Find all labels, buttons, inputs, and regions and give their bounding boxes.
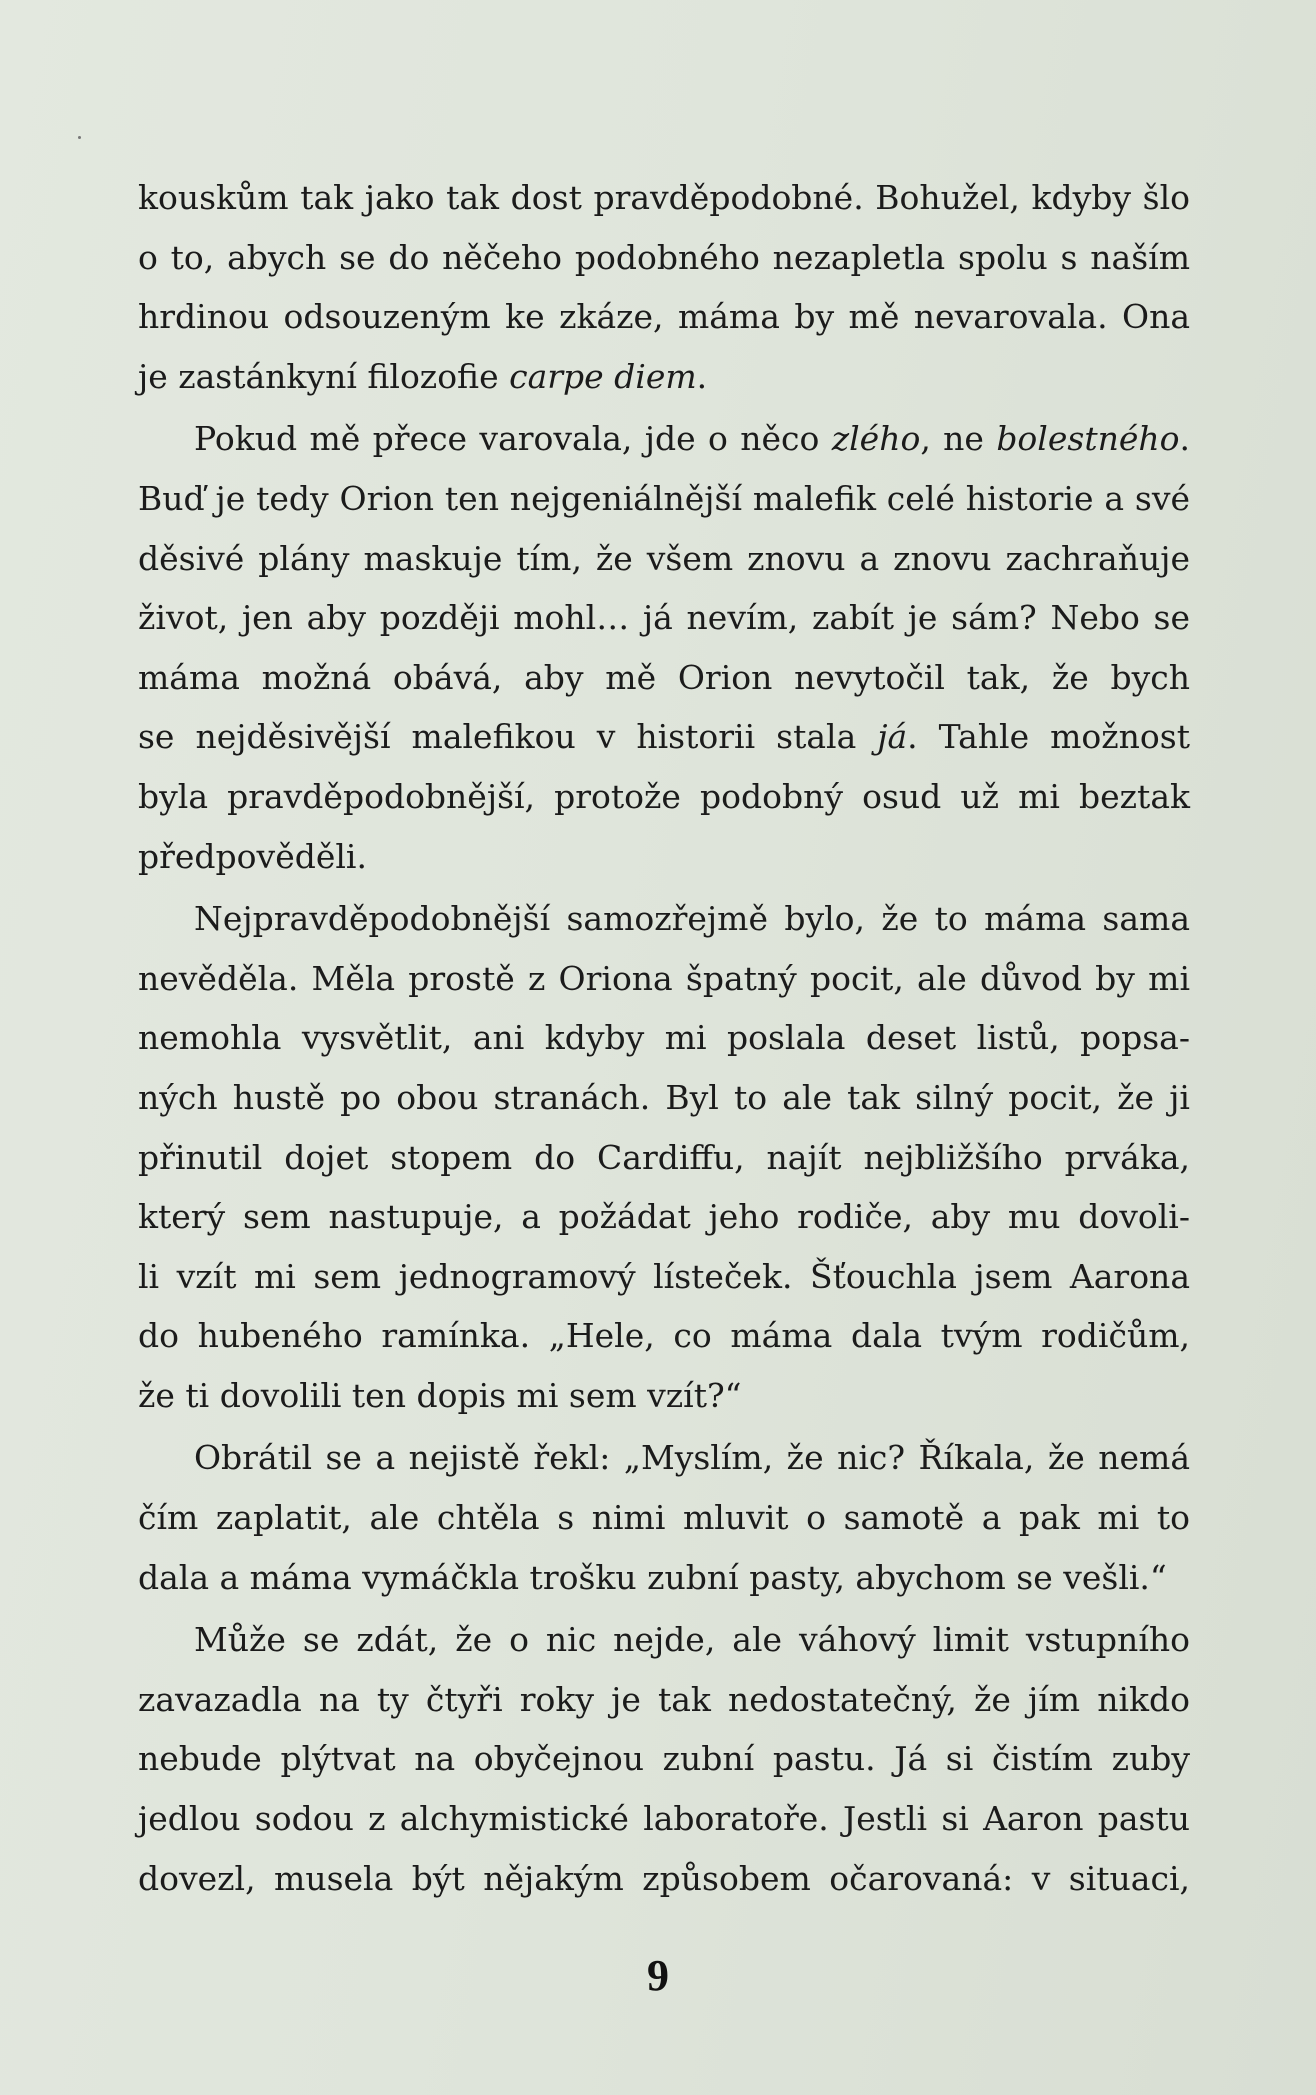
text-line: se nejděsivější malefikou v historii stala já. Tahle možnost [138, 717, 1190, 757]
text-line: Buď je tedy Orion ten nejgeniálnější malefik celé historie a své [138, 478, 1190, 518]
italic-phrase: carpe diem [509, 356, 697, 396]
text-line: o to, abych se do něčeho podobného nezapletla spolu s naším [138, 237, 1190, 277]
text-line: nevěděla. Měla prostě z Oriona špatný pocit, ale důvod by mi [138, 958, 1190, 998]
text-line: máma možná obává, aby mě Orion nevytočil tak, že bych [138, 657, 1190, 697]
text-line: předpověděli. [138, 836, 367, 876]
italic-word: zlého [831, 419, 921, 459]
page-number: 9 [647, 1951, 669, 2000]
text-line: dovezl, musela být nějakým způsobem očarovaná: v situaci, [138, 1858, 1190, 1898]
text-line: čím zaplatit, ale chtěla s nimi mluvit o samotě a pak mi to [138, 1498, 1190, 1538]
text-line: nebude plýtvat na obyčejnou zubní pastu. Já si čistím zuby [138, 1739, 1190, 1779]
text-line: je zastánkyní filozofie carpe diem. [138, 356, 708, 396]
text-line: že ti dovolili ten dopis mi sem vzít?“ [138, 1375, 742, 1415]
dust-speck [78, 136, 81, 139]
text-line: ných hustě po obou stranách. Byl to ale tak silný pocit, že ji [138, 1077, 1190, 1117]
text-line: Může se zdát, že o nic nejde, ale váhový limit vstupního [194, 1620, 1190, 1660]
text-line: zavazadla na ty čtyři roky je tak nedostatečný, že jím nikdo [138, 1679, 1190, 1719]
text-line: hrdinou odsouzeným ke zkáze, máma by mě nevarovala. Ona [138, 297, 1190, 337]
text-line: li vzít mi sem jednogramový lísteček. Šťouchla jsem Aarona [138, 1256, 1190, 1296]
text-line: který sem nastupuje, a požádat jeho rodiče, aby mu dovoli- [138, 1197, 1190, 1237]
text-line: život, jen aby později mohl… já nevím, zabít je sám? Nebo se [138, 598, 1190, 638]
text-line: přinutil dojet stopem do Cardiffu, najít nejbližšího prváka, [138, 1137, 1190, 1177]
text-line: jedlou sodou z alchymistické laboratoře. Jestli si Aaron pastu [138, 1799, 1190, 1839]
text-line: nemohla vysvětlit, ani kdyby mi poslala deset listů, popsa- [138, 1018, 1190, 1058]
text-line: do hubeného ramínka. „Hele, co máma dala tvým rodičům, [138, 1316, 1190, 1356]
text-line: děsivé plány maskuje tím, že všem znovu a znovu zachraňuje [138, 538, 1190, 578]
italic-word: já [877, 717, 908, 757]
text-line: dala a máma vymáčkla trošku zubní pasty, abychom se vešli.“ [138, 1557, 1167, 1597]
text-line: Nejpravděpodobnější samozřejmě bylo, že to máma sama [194, 899, 1190, 939]
text-line: Pokud mě přece varovala, jde o něco zlého, ne bolestného. [194, 419, 1190, 459]
body-text [138, 168, 1190, 1908]
italic-word: bolestného [996, 419, 1180, 459]
text-line: Obrátil se a nejistě řekl: „Myslím, že nic? Říkala, že nemá [194, 1438, 1190, 1478]
text-line: kouskům tak jako tak dost pravděpodobné. Bohužel, kdyby šlo [138, 178, 1190, 217]
text-line: byla pravděpodobnější, protože podobný osud už mi beztak [138, 776, 1190, 816]
